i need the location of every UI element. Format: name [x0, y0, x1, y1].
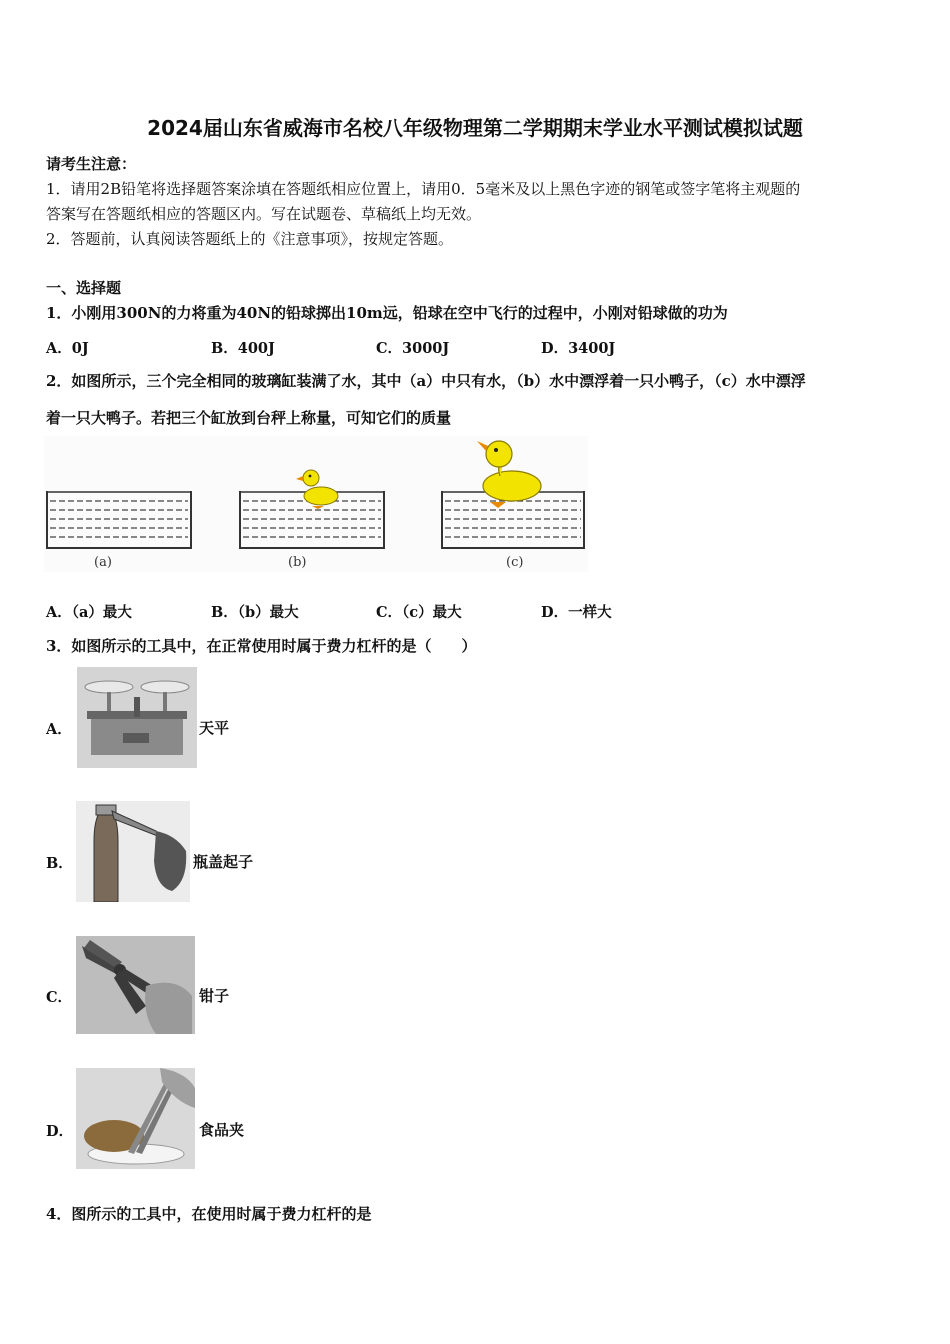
tank-c-label: (c)	[506, 555, 524, 570]
q1-option-c: C．3000J	[376, 340, 450, 357]
page-title: 2024届山东省威海市名校八年级物理第二学期期末学业水平测试模拟试题	[147, 116, 803, 140]
q3-option-c-label: 钳子	[199, 987, 230, 1005]
notice-line-3: 2．答题前，认真阅读答题纸上的《注意事项》，按规定答题。	[46, 230, 454, 248]
q1-option-b: B．400J	[211, 340, 275, 357]
tank-a-label: (a)	[94, 555, 112, 570]
q3-option-c-letter: C．	[46, 989, 73, 1006]
q3-stem: 3．如图所示的工具中，在正常使用时属于费力杠杆的是（ ）	[46, 637, 477, 655]
q2-option-a: A．（a）最大	[46, 604, 132, 621]
q3-option-d-label: 食品夹	[199, 1121, 245, 1139]
q3-option-a-label: 天平	[199, 719, 230, 737]
q2-option-b: B．（b）最大	[211, 604, 299, 621]
q1-option-d: D．3400J	[541, 340, 616, 357]
q3-option-b-letter: B．	[46, 855, 73, 872]
notice-line-2: 答案写在答题纸相应的答题区内。写在试题卷、草稿纸上均无效。	[46, 205, 482, 223]
notice-line-1: 1．请用2B铅笔将选择题答案涂填在答题纸相应位置上，请用0．5毫米及以上黑色字迹的钢笔或签字笔将主观题的	[46, 180, 801, 198]
q2-option-c: C．（c）最大	[376, 604, 462, 621]
q2-tanks-figure	[44, 436, 588, 572]
q2-stem-line-2: 着一只大鸭子。若把三个缸放到台秤上称量，可知它们的质量	[46, 409, 452, 427]
notice-heading: 请考生注意：	[46, 155, 137, 173]
q2-option-d: D．一样大	[541, 604, 612, 621]
q1-option-a: A．0J	[46, 340, 89, 357]
bottle-opener-photo	[76, 801, 190, 902]
q1-stem: 1．小刚用300N的力将重为40N的铅球掷出10m远，铅球在空中飞行的过程中，小刚对铅球做的功为	[46, 304, 728, 322]
q3-option-a-letter: A．	[46, 721, 72, 738]
q2-stem-line-1: 2．如图所示，三个完全相同的玻璃缸装满了水，其中（a）中只有水，（b）水中漂浮着一只小鸭子，（c）水中漂浮	[46, 372, 806, 390]
tank-b-label: (b)	[288, 555, 307, 570]
section-heading: 一、选择题	[46, 279, 122, 297]
q4-stem: 4．图所示的工具中，在使用时属于费力杠杆的是	[46, 1205, 372, 1223]
q3-option-b-label: 瓶盖起子	[193, 853, 254, 871]
food-tongs-photo	[76, 1068, 195, 1169]
q3-option-d-letter: D．	[46, 1123, 74, 1140]
pliers-photo	[76, 936, 195, 1034]
balance-photo	[77, 667, 197, 768]
